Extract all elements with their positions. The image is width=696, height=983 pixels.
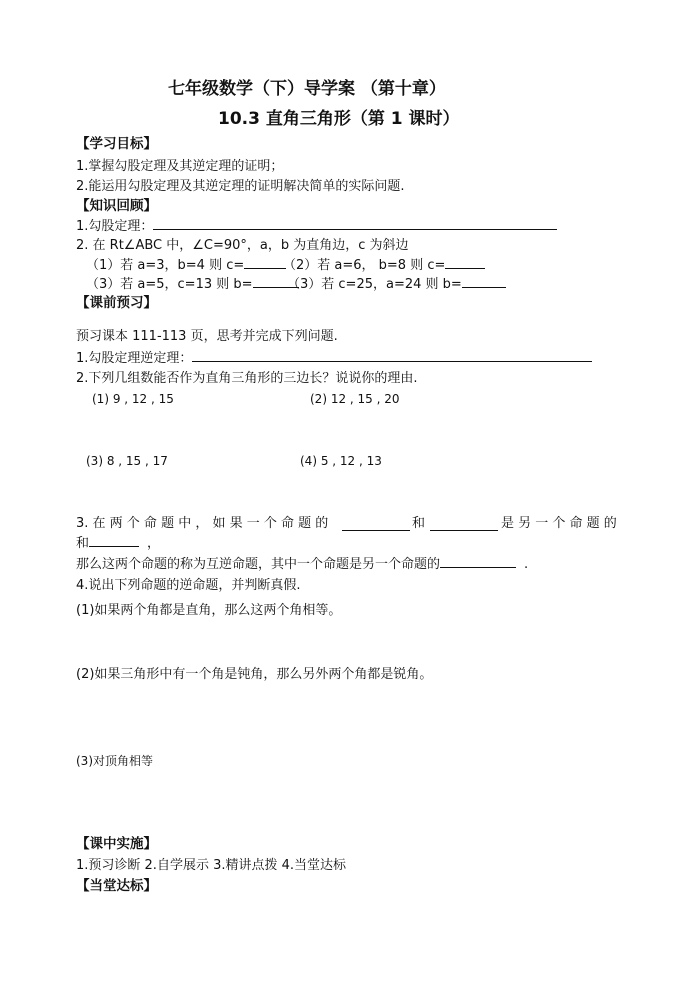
pythagorean-theorem-question (76, 220, 557, 233)
review-item (283, 259, 485, 272)
side-set-item: (1) 9 , 12 , 15 (92, 392, 174, 406)
objectives-heading: 【学习目标】 (76, 136, 157, 152)
assessment-heading: 【当堂达标】 (76, 878, 157, 894)
answer-blank[interactable] (153, 228, 557, 230)
answer-blank[interactable] (342, 529, 410, 531)
q3-and: 和 (412, 516, 426, 531)
side-set-item: (3) 8 , 15 , 17 (86, 454, 168, 468)
converse-proposition-question (76, 517, 621, 533)
answer-blank[interactable] (440, 566, 516, 568)
q3-text: 是 另 一 个 命 题 的 (501, 516, 617, 531)
objective-item: 2.能运用勾股定理及其逆定理的证明解决简单的实际问题. (76, 179, 405, 194)
q3-text: 那么这两个命题的称为互逆命题，其中一个命题是另一个命题的 (76, 557, 441, 572)
review-item (287, 278, 506, 291)
side-set-item: (2) 12 , 15 , 20 (310, 392, 400, 406)
answer-blank[interactable] (89, 545, 139, 547)
review-item-text: （3）若 c=25，a=24 则 b= (287, 277, 462, 292)
page-title: 七年级数学（下）导学案 （第十章） (168, 79, 446, 99)
q3-text: 3. 在 两 个 命 题 中 ， 如 果 一 个 命 题 的 (76, 516, 329, 531)
proposition-item: (2)如果三角形中有一个角是钝角，那么另外两个角都是锐角。 (76, 667, 433, 682)
review-item (86, 278, 299, 291)
question-label: 1.勾股定理逆定理： (76, 351, 193, 366)
review-item (86, 259, 286, 272)
lesson-subtitle: 10.3 直角三角形（第 1 课时） (218, 109, 460, 129)
review-item-text: （1）若 a=3，b=4 则 c= (86, 258, 245, 273)
q3-text: ， (147, 536, 161, 551)
q3-continuation (76, 558, 528, 571)
question-label: 1.勾股定理： (76, 219, 154, 234)
proposition-item: (1)如果两个角都是直角，那么这两个角相等。 (76, 603, 342, 618)
q3-text: 和 (76, 536, 90, 551)
answer-blank[interactable] (445, 267, 485, 269)
side-set-item: (4) 5 , 12 , 13 (300, 454, 382, 468)
review-heading: 【知识回顾】 (76, 198, 157, 214)
answer-blank[interactable] (244, 267, 286, 269)
implementation-steps: 1.预习诊断 2.自学展示 3.精讲点拨 4.当堂达标 (76, 858, 347, 873)
review-item-text: （2）若 a=6， b=8 则 c= (283, 258, 446, 273)
preview-intro: 预习课本 111-113 页，思考并完成下列问题. (76, 329, 338, 344)
answer-blank[interactable] (430, 529, 498, 531)
triangle-sides-question: 2.下列几组数能否作为直角三角形的三边长？说说你的理由. (76, 371, 418, 386)
q3-continuation (76, 537, 160, 550)
objective-item: 1.掌握勾股定理及其逆定理的证明； (76, 159, 284, 174)
right-triangle-question: 2. 在 Rt∠ABC 中，∠C=90°，a，b 为直角边，c 为斜边 (76, 238, 409, 253)
proposition-item: (3)对顶角相等 (76, 754, 153, 768)
review-item-text: （3）若 a=5，c=13 则 b= (86, 277, 253, 292)
answer-blank[interactable] (192, 360, 592, 362)
converse-theorem-question (76, 352, 592, 365)
inverse-proposition-question: 4.说出下列命题的逆命题，并判断真假. (76, 578, 301, 593)
q3-text: . (524, 557, 529, 572)
implementation-heading: 【课中实施】 (76, 836, 157, 852)
answer-blank[interactable] (462, 286, 506, 288)
preview-heading: 【课前预习】 (76, 295, 157, 311)
